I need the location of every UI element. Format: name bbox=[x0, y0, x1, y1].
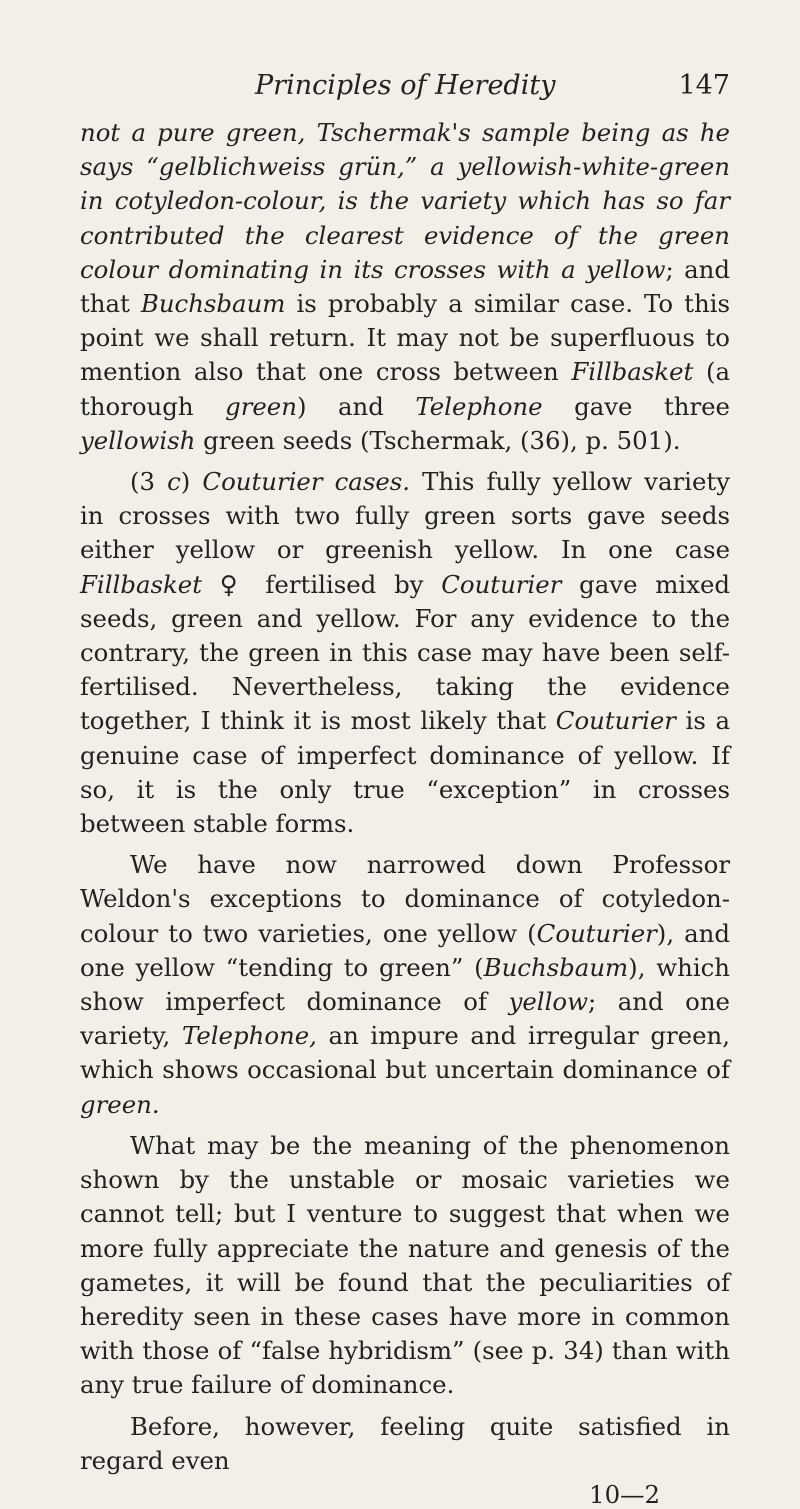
italic-text: Couturier bbox=[441, 569, 562, 599]
signature-mark: 10—2 bbox=[589, 1479, 660, 1509]
text-run: We have now narrowed down Professor Weldon's exceptions to dominance of cotyledon-colour to two varieties, one yellow ( bbox=[80, 850, 730, 948]
page-number: 147 bbox=[678, 70, 730, 101]
body-text bbox=[80, 116, 730, 1478]
paragraph bbox=[80, 1410, 730, 1478]
text-run: (3 bbox=[130, 467, 168, 497]
text-run: ♀ fertilised by bbox=[202, 569, 442, 599]
paragraph bbox=[80, 116, 730, 458]
italic-text: Couturier bbox=[536, 918, 657, 948]
italic-text: Couturier cases. bbox=[202, 467, 411, 497]
text-run: ), and one yellow “tending to green” ( bbox=[80, 918, 730, 982]
text-run: green seeds (Tschermak, (36), p. 501). bbox=[195, 425, 681, 455]
text-run: is probably a similar case. To this point we shall return. It may not be superfluous to mention also that one cross between bbox=[80, 289, 730, 387]
paragraph bbox=[80, 465, 730, 841]
italic-text: yellow bbox=[508, 987, 588, 1017]
text-run: (a thorough bbox=[80, 357, 731, 421]
italic-text: Telephone bbox=[415, 391, 543, 421]
italic-text: Couturier bbox=[555, 706, 676, 736]
italic-text: c bbox=[167, 467, 181, 497]
running-header bbox=[80, 70, 730, 116]
text-run: This fully yellow variety in crosses with two fully green sorts gave seeds either yellow or greenish yellow. In one case bbox=[80, 467, 730, 565]
italic-text: green bbox=[225, 391, 297, 421]
running-title: Principles of Heredity bbox=[255, 70, 556, 101]
italic-text: Fillbasket bbox=[80, 569, 203, 599]
page bbox=[80, 70, 730, 1509]
italic-text: Fillbasket bbox=[571, 357, 694, 387]
italic-text: Buchsbaum bbox=[483, 952, 629, 982]
text-run: ) and bbox=[296, 391, 416, 421]
text-run: ), which show imperfect dominance of bbox=[80, 952, 730, 1017]
text-run: gave three bbox=[542, 391, 730, 421]
paragraph bbox=[80, 1129, 730, 1403]
text-run: What may be the meaning of the phenomenon shown by the unstable or mosaic varieties we cannot tell; but I venture to suggest that when we more fully appreciate the nature and genesis of the gametes, it will be found that the peculiarities of heredity seen in these cases have more in common with those of “false hybridism” (see p. 34) than with any true failure of dominance. bbox=[80, 1130, 730, 1400]
text-run: Before, however, feeling quite satisfied in regard even bbox=[80, 1411, 730, 1475]
italic-text: Buchsbaum bbox=[140, 289, 286, 319]
italic-text: yellowish bbox=[80, 425, 196, 455]
italic-text: green. bbox=[80, 1089, 160, 1119]
text-run: ; and that bbox=[80, 254, 730, 319]
italic-text: not a pure green, Tschermak's sample being as he says “gelblichweiss grün,” a yellowish-white-green in cotyledon-colour, is the variety which has so far contributed the clearest evidence of the green colour dominating in its crosses with a yellow bbox=[80, 118, 730, 284]
text-run: ) bbox=[180, 467, 203, 497]
italic-text: Telephone, bbox=[181, 1021, 317, 1051]
paragraph bbox=[80, 848, 730, 1122]
text-run: is a genuine case of imperfect dominance of yellow. If so, it is the only true “exception” in crosses between stable forms. bbox=[80, 706, 730, 839]
text-run: ; and one variety, bbox=[80, 987, 730, 1051]
text-run: gave mixed seeds, green and yellow. For any evidence to the contrary, the green in this case may have been self-fertilised. Nevertheless, taking the evidence together, I think it is most likely that bbox=[80, 569, 731, 736]
text-run: an impure and irregular green, which shows occasional but uncertain dominance of bbox=[80, 1021, 730, 1085]
